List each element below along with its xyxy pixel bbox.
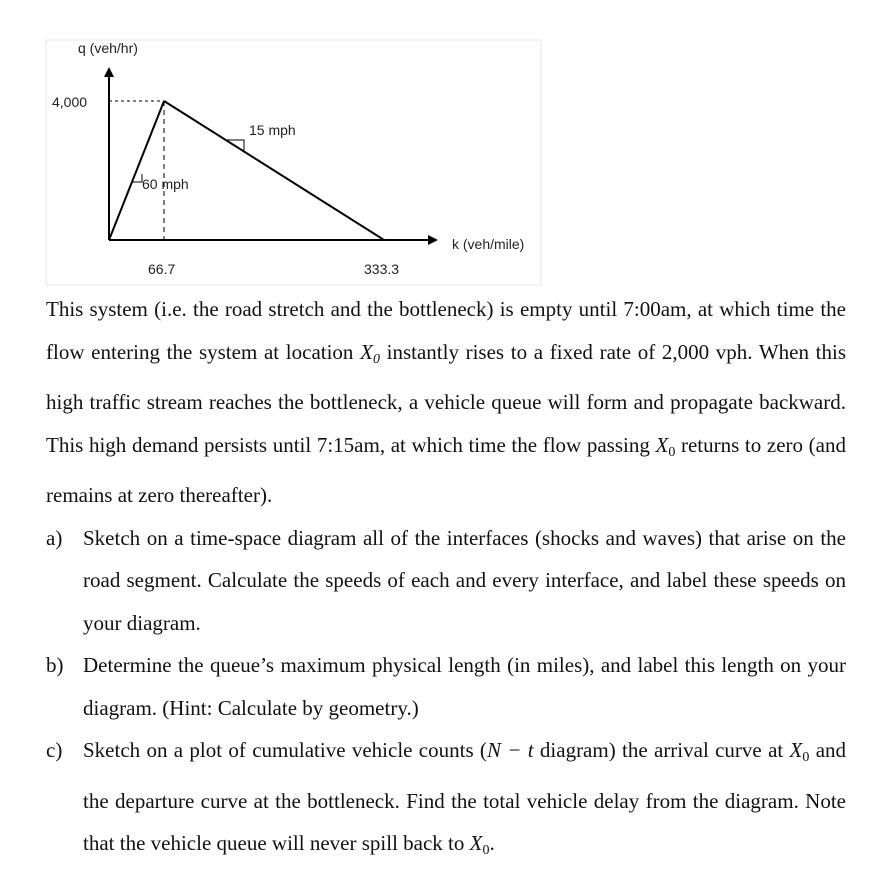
critical-density-tick-label: 66.7 bbox=[148, 261, 176, 277]
question-a: a) Sketch on a time-space diagram all of the interfaces (shocks and waves) that arise on the road segment. Calculate the speeds of each and every interface, and label these speeds on your diagram. bbox=[46, 525, 846, 635]
jam-density-tick-label: 333.3 bbox=[364, 261, 400, 277]
problem-paragraph: This system (i.e. the road stretch and the bottleneck) is empty until 7:00am, at which time the flow entering the system at location $X_0$ instantly rises to a fixed rate of 2,000 vph. When this high traffic stream reaches the bottleneck, a vehicle queue will form and propagate backward. This high demand persists until 7:15am, at which time the flow passing $X_0$ returns to zero (and remains at zero thereafter). bbox=[46, 297, 846, 507]
question-list bbox=[46, 517, 846, 873]
capacity-tick-label: 4,000 bbox=[52, 94, 88, 110]
question-b: b) Determine the queue’s maximum physical length (in miles), and label this length on your diagram. (Hint: Calculate by geometry.) bbox=[46, 653, 846, 720]
free-flow-branch bbox=[109, 101, 164, 240]
free-flow-speed-label: 60 mph bbox=[142, 176, 189, 192]
y-axis-label: q (veh/hr) bbox=[78, 40, 138, 56]
question-c: c) Sketch on a plot of cumulative vehicle counts (N − t diagram) the arrival curve at $X_0$ and the departure curve at the bottleneck. Find the total vehicle delay from the diagram. Note that the vehicle queue will never spill back to $X_0$. bbox=[46, 738, 847, 858]
wave-speed-label: 15 mph bbox=[249, 122, 296, 138]
fundamental-diagram bbox=[0, 0, 883, 290]
x-axis-label: k (veh/mile) bbox=[452, 236, 525, 252]
problem-text bbox=[46, 288, 846, 873]
